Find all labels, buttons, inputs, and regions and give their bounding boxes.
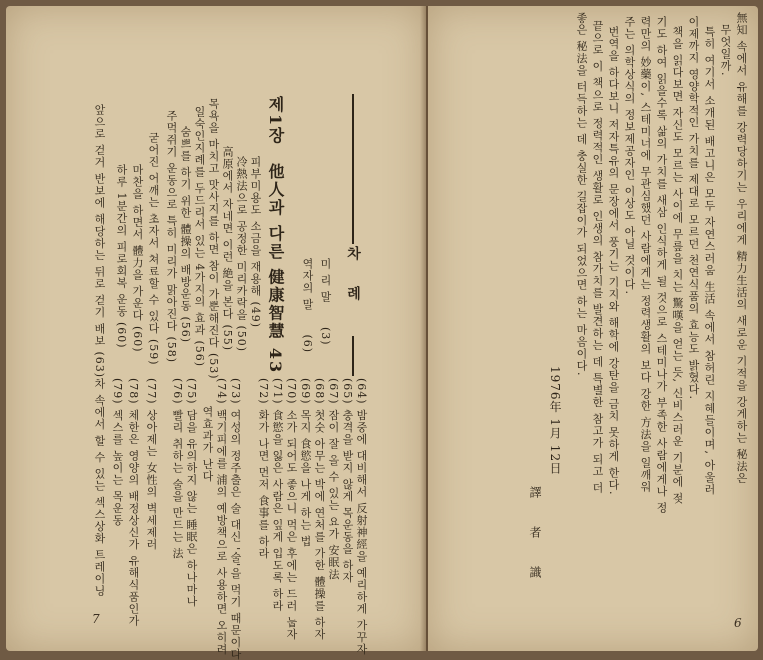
body-line: 좋은 秘法을 터득하는 데 충실한 길잡이가 되었으면 하는 마음이다. [575,12,588,377]
toc-entry: 목욕을 마치고 맛사지를 하면 참이 가뿐해진다 (53) [207,98,220,380]
toc-entry: (78) 체한은 영양의 배정상신가 유해식품인가 [127,378,140,627]
contents-rule-top [352,94,354,244]
body-line: 번역을 하다보니 저자특유의 문장에서 풍기는 기지와 해학에 강탄을 금치 못하게 한다. [607,26,620,496]
toc-entry: (79) 섹스를 높이는 목운동 [111,378,124,527]
preface-item: 역자의 말 (6) [301,258,314,354]
toc-entry: 주먹쥐기 운동으로 특히 미리가 맑아진다 (58) [165,110,178,364]
body-line: 무엇일까. [719,24,732,77]
toc-entry: (75) 담을 유의하지 않는 睡眠은 하나마나 [185,378,198,608]
translator-signature: 譯 者 識 [528,486,542,586]
body-line: 無知 속에서 유해를 강력당하기는 우리에게 精力生活의 새로운 기적을 강게하는 秘法은 [735,12,748,485]
toc-entry: (68) 첫숫 아무는 박에 연처를 가한 體操를 하자 [313,378,326,641]
preface-date: 1976年 1月 12日 [548,366,562,476]
toc-entry: (74) 백기피에를 浦의 예방책으로 사용하면 오히려 [215,378,228,656]
body-line: 력만의 妙藥이, 스테미너에 무관심했던 사람에게는 정력생활의 보다 강한 方法을 일깨워 [639,16,652,493]
toc-entry: (64) 밤중에 대비해서 反射神經을 예리하게 가꾸자 [355,378,368,656]
toc-entry: 일숙인지례를 두드리서 있는 4가지의 효과 (56) [193,106,206,368]
toc-entry: 앞으로 걷거 반보에 해당하는 뒤로 걷기 배보 (63) [93,104,106,379]
toc-entry: (70) 소가 되어도 좋으니 먹은 후에는 드러 눕자 [285,378,298,641]
toc-entry: (71) 食慾을 잃은 사람은 잎게 입도록 하라 [271,378,284,612]
toc-entry: (67) 잠이 잘 올 수 있는 요가 安眠法 [327,378,340,581]
toc-entry: 역효과가 난다 [201,406,214,483]
toc-entry: (77) 상아제는 女性의 벽세제러 [145,378,158,551]
toc-entry: 冷熱法으로 공정한 미리카락을 (50) [235,156,248,353]
toc-entry: (76) 빨리 취하는 술을 만드는 法 [171,378,184,560]
toc-entry: 굳어진 어깨는 초자서 쳐료할 수 있다 (59) [147,132,160,366]
toc-entry: (72) 화가 나면 먼저 食事를 하라 [257,378,270,560]
preface-item: 미 리 말 (3) [319,258,332,346]
page-number-right: 6 [734,616,742,630]
contents-heading: 차 례 [345,246,361,306]
toc-entry: 高原에서 자네면 이런 絶을 본다 (55) [221,146,234,352]
contents-rule-bottom [352,336,354,376]
toc-entry: 마찬을 하면서 體力을 가운다 (60) [131,164,144,353]
page-number-left: 7 [92,612,100,626]
chapter-title: 제1장 他人과 다른 健康智慧 43 [266,96,285,375]
body-line: 책을 읽다보면 자신도 모르는 사이에 무릎을 치는 驚嘆을 얻는 듯, 신비스러운 기분에 젖 [671,26,684,505]
body-line: 이제까지 영양학적인 가치를 제대로 모르던 천연식품의 효능도 밝혔다. [687,16,700,400]
body-line: 특히 여기서 소개된 배고니은 모두 자연스러움 生活 속에서 참허린 지혜들이며, 아울러 [703,26,716,496]
body-line: 기도 하여 읽을수록 삶의 가치를 새삼 인식하게 될 것으로 스테미나가 부족한 사람에게나 정 [655,16,668,514]
toc-entry: 하루 1분간의 피로회복 운동 (60) [115,164,128,349]
right-page [428,6,758,651]
body-line: 끝으로 이 책으로 정력적인 생활로 인생의 참가치를 발견하는 데 특별한 참고가 되고 더 [591,20,604,494]
toc-entry: (69) 목지 食慾을 나게 하는 법 [299,378,312,548]
toc-entry: 차 속에서 할 수 있는 섹스상화 트레이닝 [93,378,106,597]
toc-entry: 피부미용도 소금을 재용해 (49) [249,156,262,329]
toc-entry: 숨쁘를 하기 위한 體操의 배방운동 (56) [179,126,192,344]
toc-entry: (65) 충격을 받지 않게 목운동을 하자 [341,378,354,584]
left-page [6,6,426,660]
toc-entry: (73) 여성의 정주출은 술 대신 '술'을 먹기 때문이다 [229,378,242,660]
body-line: 주는 의학상식의 정보제공자인 이상도 아닐 것이다. [623,16,636,295]
